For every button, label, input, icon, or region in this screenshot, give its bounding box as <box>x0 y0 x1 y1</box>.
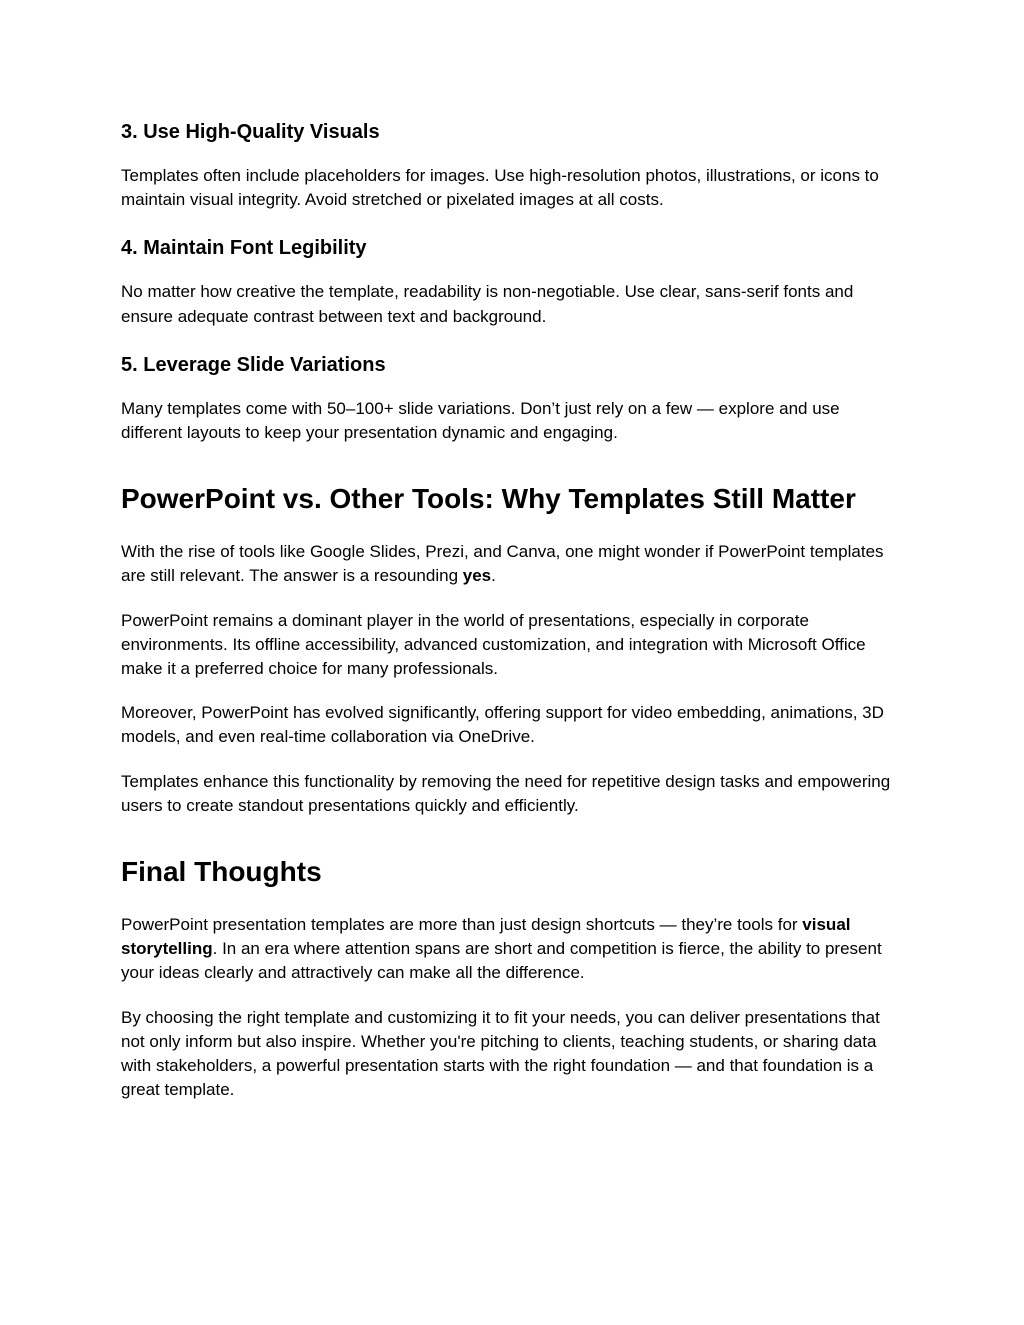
section-heading-maintain-font-legibility: 4. Maintain Font Legibility <box>121 237 367 260</box>
paragraph-dominant-player: PowerPoint remains a dominant player in the world of presentations, especially in corporate environments. Its offline accessibility, advanced customization, and integration with Microsoft Office make it a preferred choice for many professionals. <box>121 610 866 679</box>
paragraph-design-shortcuts <box>121 913 904 986</box>
section-heading-leverage-slide-variations: 5. Leverage Slide Variations <box>121 353 386 376</box>
paragraph-evolved: Moreover, PowerPoint has evolved significantly, offering support for video embedding, animations, 3D models, and even real-time collaboration via OneDrive. <box>121 703 884 747</box>
section-heading-use-high-quality-visuals: 3. Use High-Quality Visuals <box>121 121 380 143</box>
text-run: With the rise of tools like Google Slides, Prezi, and Canva, one might wonder if PowerPoint templates are still relevant. The answer is a resounding <box>121 542 884 586</box>
paragraph-rise-of-tools <box>121 540 904 588</box>
paragraph-choosing-template: By choosing the right template and customizing it to fit your needs, you can deliver presentations that not only inform but also inspire. Whether you're pitching to clients, teaching students, or sharing data with stakeholders, a powerful presentation starts with the right foundation — and that foundation is a great template. <box>121 1007 880 1100</box>
paragraph-slide-variations: Many templates come with 50–100+ slide variations. Don’t just rely on a few — explore and use different layouts to keep your presentation dynamic and engaging. <box>121 398 840 443</box>
bold-emphasis-visual-storytelling: visual storytelling <box>121 915 851 959</box>
heading-final-thoughts: Final Thoughts <box>121 856 322 888</box>
text-run: . In an era where attention spans are short and competition is fierce, the ability to present your ideas clearly and attractively can make all the difference. <box>121 939 882 983</box>
heading-powerpoint-vs-other-tools: PowerPoint vs. Other Tools: Why Templates Still Matter <box>121 483 856 515</box>
paragraph-legibility: No matter how creative the template, readability is non-negotiable. Use clear, sans-serif fonts and ensure adequate contrast between text and background. <box>121 282 854 326</box>
paragraph-visuals: Templates often include placeholders for images. Use high-resolution photos, illustrations, or icons to maintain visual integrity. Avoid stretched or pixelated images at all costs. <box>121 166 879 210</box>
bold-emphasis-yes: yes <box>462 566 492 586</box>
text-run: PowerPoint presentation templates are more than just design shortcuts — they’re tools for <box>121 915 803 935</box>
paragraph-templates-enhance: Templates enhance this functionality by removing the need for repetitive design tasks and empowering users to create standout presentations quickly and efficiently. <box>121 771 891 815</box>
text-run: . <box>491 566 496 586</box>
